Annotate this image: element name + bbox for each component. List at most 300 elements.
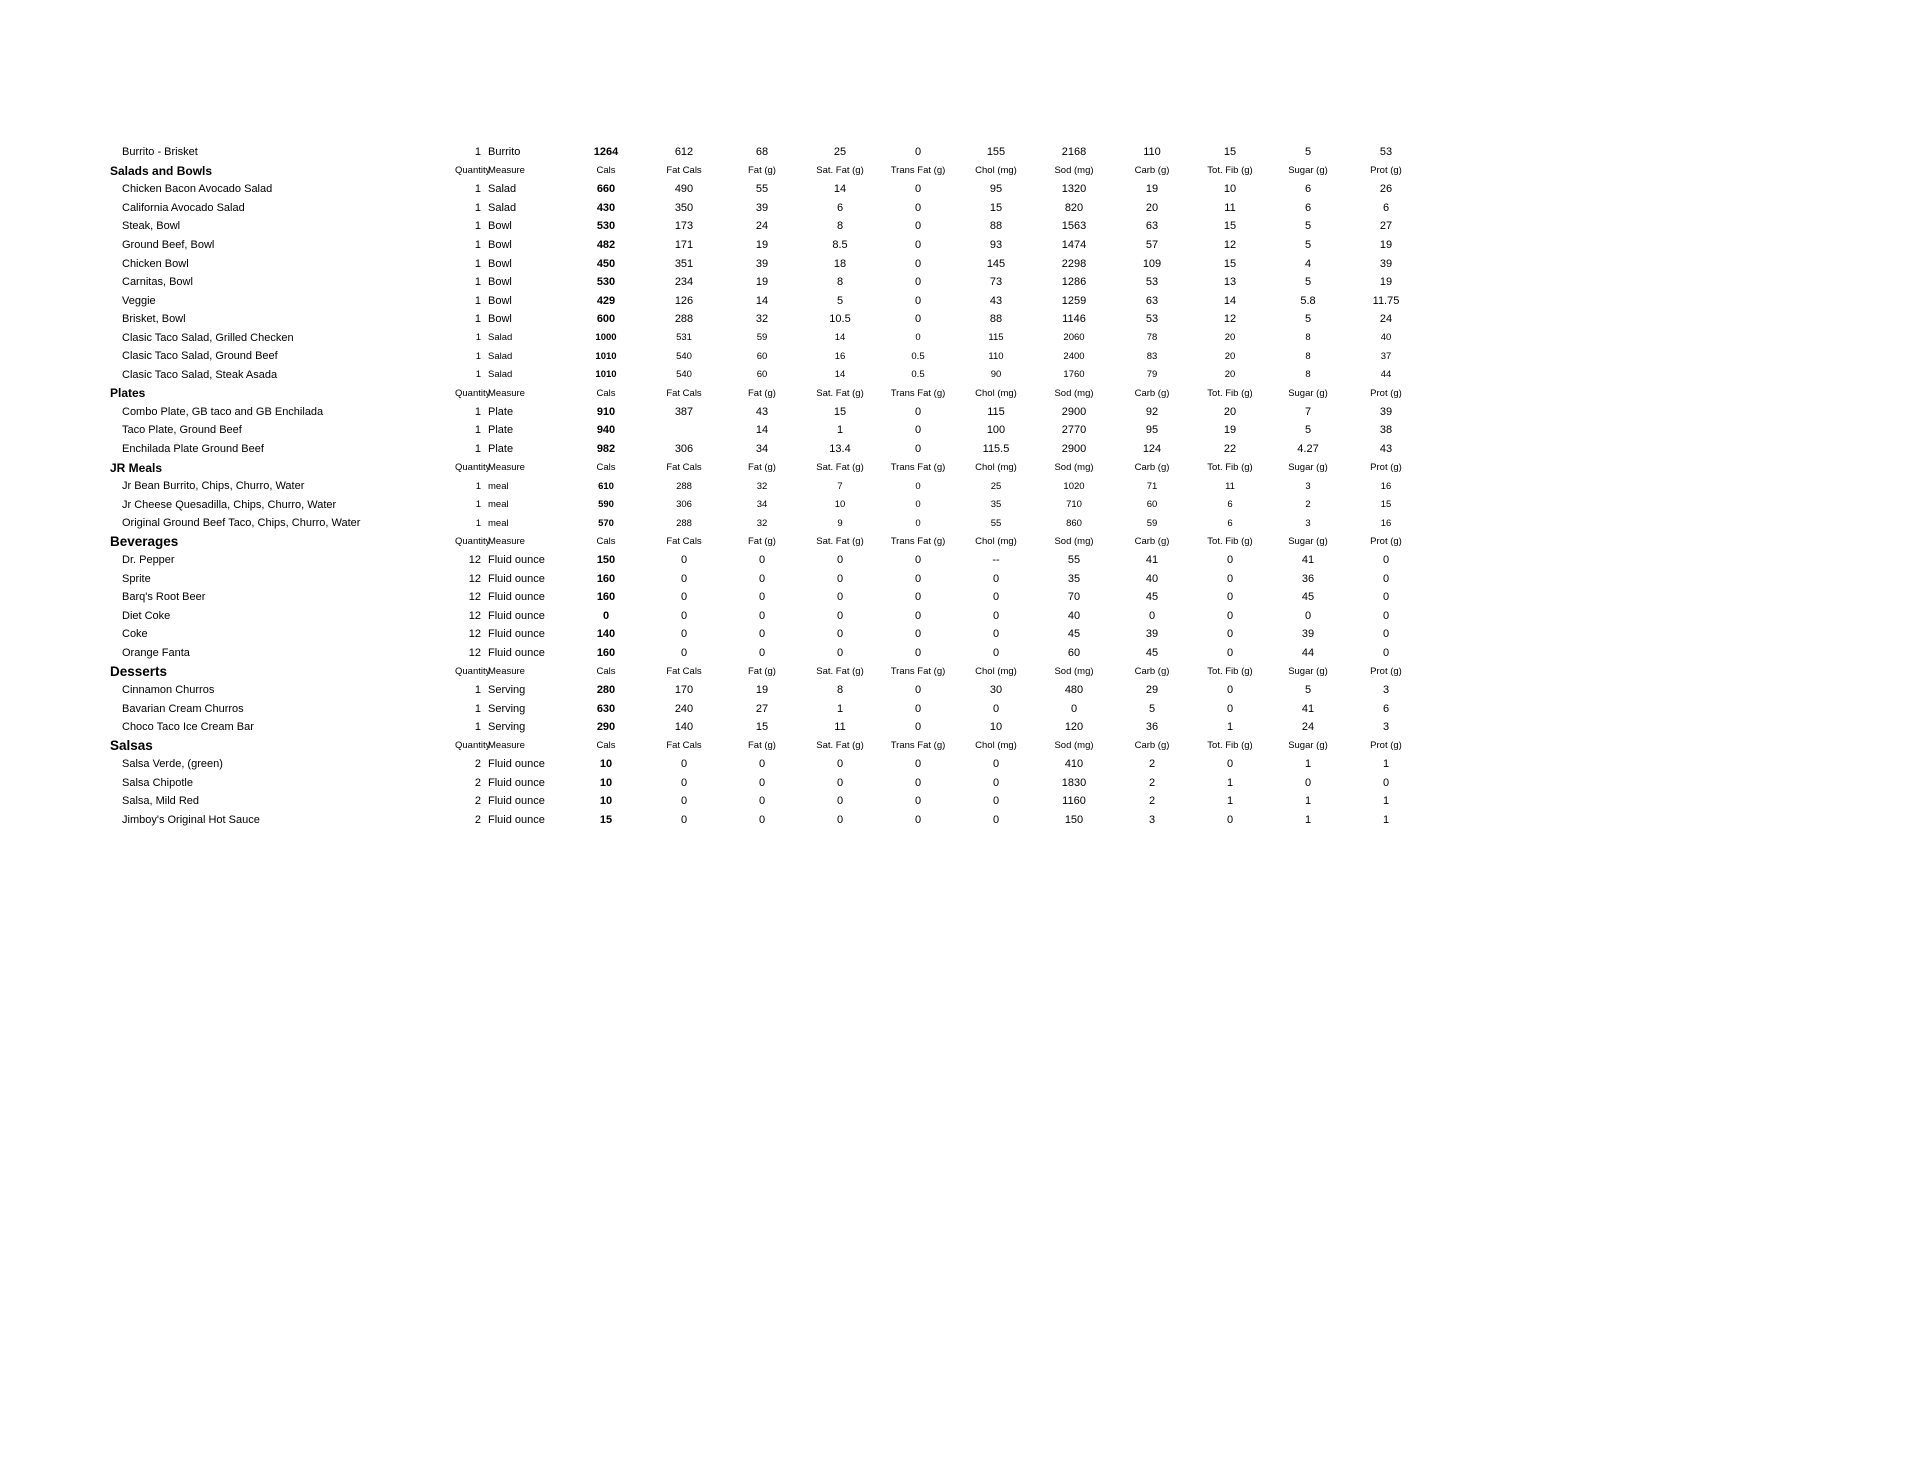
table-row [110, 551, 1425, 570]
measure-cell: Salad [488, 332, 513, 344]
value-cell-sat-fat-g: 5 [836, 294, 844, 307]
col-header-prot-g: Prot (g) [1370, 462, 1402, 474]
quantity-cell: 1 [474, 313, 481, 326]
value-cell-sugar-g: 4.27 [1297, 443, 1319, 456]
value-cell-sat-fat-g: 0 [836, 554, 844, 567]
value-cell-chol-mg: 0 [992, 572, 1000, 585]
quantity-cell: 1 [475, 517, 481, 529]
col-header-fat-cals: Fat Cals [666, 740, 702, 752]
value-cell-tot-fib-g: 1 [1226, 795, 1234, 808]
value-cell-carb-g: 63 [1145, 220, 1159, 233]
value-cell-chol-mg: 0 [992, 591, 1000, 604]
value-cell-fat-g: 43 [755, 405, 769, 418]
value-cell-sod-mg: 2400 [1063, 350, 1085, 362]
table-row [110, 625, 1425, 644]
measure-cell: Salad [488, 201, 517, 214]
value-cell-fat-cals: 0 [680, 572, 688, 585]
value-cell-cals: 1000 [595, 332, 617, 344]
col-header-sod-mg: Sod (mg) [1054, 462, 1094, 474]
value-cell-fat-g: 14 [755, 294, 769, 307]
value-cell-carb-g: 83 [1146, 350, 1158, 362]
section-title: Salsas [110, 738, 153, 754]
col-header-cals: Cals [596, 536, 616, 548]
quantity-cell: 2 [474, 813, 481, 826]
table-row [110, 347, 1425, 366]
measure-cell: Salad [488, 369, 513, 381]
value-cell-chol-mg: 110 [988, 350, 1004, 362]
quantity-cell: 1 [474, 294, 481, 307]
value-cell-prot-g: 11.75 [1372, 294, 1400, 307]
quantity-cell: 1 [474, 146, 481, 159]
value-cell-trans-fat-g: 0 [914, 276, 922, 289]
item-name-cell: Original Ground Beef Taco, Chips, Churro, Water [122, 517, 361, 530]
value-cell-sugar-g: 36 [1301, 572, 1315, 585]
value-cell-fat-cals: 171 [674, 239, 694, 251]
col-header-fat-cals: Fat Cals [666, 536, 702, 548]
value-cell-sod-mg: 40 [1067, 609, 1081, 622]
col-header-quantity: Quantity [455, 536, 491, 548]
value-cell-fat-cals: 126 [674, 294, 694, 307]
quantity-cell: 1 [474, 239, 481, 251]
quantity-cell: 1 [475, 350, 481, 362]
value-cell-trans-fat-g: 0 [914, 201, 922, 214]
col-header-sat-fat-g: Sat. Fat (g) [816, 387, 864, 399]
quantity-cell: 2 [474, 776, 481, 789]
value-cell-sugar-g: 41 [1301, 554, 1315, 567]
value-cell-cals: 910 [596, 405, 616, 418]
col-header-prot-g: Prot (g) [1370, 740, 1402, 752]
value-cell-prot-g: 1 [1382, 813, 1390, 826]
measure-cell: Plate [488, 443, 514, 456]
value-cell-fat-g: 15 [755, 721, 769, 734]
value-cell-chol-mg: 35 [990, 499, 1002, 511]
value-cell-cals: 10 [599, 795, 613, 808]
measure-cell: Burrito [488, 146, 521, 159]
measure-cell: Serving [488, 721, 526, 734]
value-cell-cals: 1010 [595, 350, 617, 362]
value-cell-tot-fib-g: 14 [1223, 294, 1237, 307]
item-name-cell: Sprite [122, 572, 151, 585]
col-header-prot-g: Prot (g) [1370, 536, 1402, 548]
col-header-chol-mg: Chol (mg) [975, 740, 1017, 752]
value-cell-sod-mg: 55 [1067, 554, 1081, 567]
value-cell-chol-mg: 155 [986, 146, 1006, 159]
value-cell-prot-g: 3 [1382, 721, 1390, 734]
item-name-cell: Combo Plate, GB taco and GB Enchilada [122, 405, 324, 418]
item-name-cell: Dr. Pepper [122, 554, 175, 567]
table-row [110, 718, 1425, 737]
col-header-sod-mg: Sod (mg) [1054, 740, 1094, 752]
value-cell-sod-mg: 860 [1066, 517, 1082, 529]
value-cell-sod-mg: 480 [1064, 684, 1084, 697]
value-cell-fat-g: 32 [755, 313, 769, 326]
value-cell-sugar-g: 8 [1305, 332, 1311, 344]
value-cell-prot-g: 39 [1379, 257, 1393, 270]
value-cell-tot-fib-g: 0 [1226, 572, 1234, 585]
measure-cell: Fluid ounce [488, 813, 545, 826]
table-row [110, 477, 1425, 496]
value-cell-tot-fib-g: 1 [1226, 776, 1234, 789]
value-cell-tot-fib-g: 15 [1223, 146, 1237, 159]
quantity-cell: 12 [468, 591, 481, 604]
item-name-cell: Salsa Chipotle [122, 776, 193, 789]
value-cell-chol-mg: 115.5 [982, 443, 1010, 456]
value-cell-tot-fib-g: 11 [1225, 480, 1235, 492]
item-name-cell: Steak, Bowl [122, 220, 181, 233]
value-cell-sugar-g: 0 [1304, 609, 1312, 622]
col-header-sat-fat-g: Sat. Fat (g) [816, 666, 864, 678]
value-cell-fat-g: 27 [755, 702, 769, 715]
value-cell-cals: 482 [596, 239, 616, 251]
col-header-chol-mg: Chol (mg) [975, 462, 1017, 474]
value-cell-sod-mg: 1830 [1061, 776, 1087, 789]
value-cell-cals: 290 [596, 721, 616, 734]
measure-cell: Plate [488, 405, 514, 418]
value-cell-prot-g: 37 [1380, 350, 1392, 362]
value-cell-fat-g: 60 [756, 369, 768, 381]
value-cell-sugar-g: 5 [1304, 146, 1312, 159]
value-cell-prot-g: 1 [1382, 795, 1390, 808]
table-row [110, 588, 1425, 607]
quantity-cell: 12 [468, 609, 481, 622]
item-name-cell: Bavarian Cream Churros [122, 702, 244, 715]
item-name-cell: Choco Taco Ice Cream Bar [122, 721, 254, 734]
value-cell-chol-mg: 100 [986, 424, 1006, 437]
col-header-sugar-g: Sugar (g) [1288, 666, 1328, 678]
value-cell-chol-mg: 90 [990, 369, 1002, 381]
value-cell-cals: 10 [599, 758, 613, 771]
value-cell-fat-cals: 540 [676, 369, 692, 381]
table-row [110, 774, 1425, 793]
value-cell-carb-g: 20 [1145, 201, 1159, 214]
value-cell-carb-g: 40 [1145, 572, 1159, 585]
col-header-chol-mg: Chol (mg) [975, 387, 1017, 399]
col-header-carb-g: Carb (g) [1134, 387, 1170, 399]
value-cell-cals: 160 [596, 591, 616, 604]
section-header-row [110, 737, 1425, 756]
value-cell-fat-cals: 0 [680, 795, 688, 808]
value-cell-fat-g: 32 [756, 517, 768, 529]
value-cell-trans-fat-g: 0 [914, 702, 922, 715]
quantity-cell: 1 [475, 480, 481, 492]
value-cell-fat-g: 55 [755, 183, 769, 196]
value-cell-prot-g: 44 [1380, 369, 1392, 381]
value-cell-fat-cals: 288 [674, 313, 694, 326]
value-cell-sat-fat-g: 0 [836, 609, 844, 622]
value-cell-fat-cals: 0 [680, 554, 688, 567]
value-cell-fat-cals: 531 [676, 332, 692, 344]
value-cell-trans-fat-g: 0 [914, 776, 922, 789]
value-cell-trans-fat-g: 0 [915, 517, 921, 529]
value-cell-sat-fat-g: 0 [836, 591, 844, 604]
value-cell-chol-mg: 0 [992, 758, 1000, 771]
col-header-trans-fat-g: Trans Fat (g) [890, 536, 946, 548]
measure-cell: Fluid ounce [488, 758, 545, 771]
value-cell-sat-fat-g: 10 [834, 499, 846, 511]
value-cell-fat-g: 24 [755, 220, 769, 233]
value-cell-chol-mg: 115 [987, 405, 1005, 418]
value-cell-sugar-g: 5.8 [1300, 294, 1316, 307]
quantity-cell: 12 [468, 554, 481, 567]
value-cell-sod-mg: 820 [1064, 201, 1084, 214]
item-name-cell: Barq's Root Beer [122, 591, 206, 604]
value-cell-cals: 590 [598, 499, 614, 511]
value-cell-carb-g: 41 [1145, 554, 1159, 567]
value-cell-sugar-g: 39 [1301, 628, 1315, 641]
value-cell-fat-g: 39 [755, 201, 769, 214]
item-name-cell: Clasic Taco Salad, Ground Beef [122, 350, 278, 363]
value-cell-sugar-g: 6 [1304, 183, 1312, 196]
value-cell-sat-fat-g: 8.5 [832, 239, 848, 251]
value-cell-sat-fat-g: 0 [836, 647, 844, 660]
value-cell-prot-g: 38 [1379, 424, 1393, 437]
table-row [110, 495, 1425, 514]
value-cell-prot-g: 0 [1382, 776, 1390, 789]
value-cell-fat-cals: 612 [674, 146, 694, 159]
value-cell-fat-cals: 288 [676, 480, 692, 492]
value-cell-sat-fat-g: 6 [836, 201, 844, 214]
section-header-row [110, 384, 1425, 403]
value-cell-sod-mg: 1563 [1061, 220, 1087, 233]
value-cell-tot-fib-g: 6 [1227, 499, 1233, 511]
col-header-fat-g: Fat (g) [748, 740, 776, 752]
measure-cell: Fluid ounce [488, 591, 545, 604]
col-header-fat-g: Fat (g) [748, 536, 776, 548]
value-cell-carb-g: 71 [1146, 480, 1158, 492]
measure-cell: Bowl [488, 257, 512, 270]
value-cell-fat-cals: 288 [676, 517, 692, 529]
value-cell-cals: 940 [596, 424, 616, 437]
value-cell-prot-g: 53 [1379, 146, 1393, 159]
value-cell-sugar-g: 1 [1304, 795, 1312, 808]
value-cell-trans-fat-g: 0 [914, 758, 922, 771]
value-cell-sat-fat-g: 0 [836, 795, 844, 808]
measure-cell: Bowl [488, 276, 512, 289]
value-cell-sat-fat-g: 10.5 [829, 313, 851, 326]
quantity-cell: 1 [475, 499, 481, 511]
value-cell-tot-fib-g: 0 [1226, 702, 1234, 715]
value-cell-tot-fib-g: 0 [1226, 609, 1234, 622]
value-cell-cals: 15 [599, 813, 613, 826]
value-cell-sod-mg: 1474 [1061, 239, 1087, 251]
item-name-cell: Chicken Bacon Avocado Salad [122, 183, 273, 196]
value-cell-trans-fat-g: 0 [914, 591, 922, 604]
value-cell-sat-fat-g: 7 [837, 480, 843, 492]
value-cell-fat-g: 0 [758, 647, 766, 660]
col-header-fat-cals: Fat Cals [666, 387, 702, 399]
value-cell-prot-g: 0 [1382, 609, 1390, 622]
value-cell-fat-cals: 306 [674, 443, 694, 456]
value-cell-carb-g: 2 [1148, 795, 1156, 808]
value-cell-tot-fib-g: 20 [1223, 405, 1237, 418]
value-cell-prot-g: 0 [1382, 628, 1390, 641]
value-cell-sugar-g: 44 [1301, 647, 1315, 660]
table-row [110, 421, 1425, 440]
value-cell-trans-fat-g: 0 [914, 795, 922, 808]
col-header-sod-mg: Sod (mg) [1054, 666, 1094, 678]
col-header-sod-mg: Sod (mg) [1054, 165, 1094, 177]
table-row [110, 291, 1425, 310]
col-header-chol-mg: Chol (mg) [975, 536, 1017, 548]
nutrition-table [110, 143, 1425, 829]
value-cell-chol-mg: 30 [989, 684, 1003, 697]
section-header-row [110, 662, 1425, 681]
value-cell-chol-mg: 0 [992, 776, 1000, 789]
value-cell-fat-cals: 0 [680, 628, 688, 641]
table-row [110, 310, 1425, 329]
value-cell-sod-mg: 2900 [1061, 443, 1087, 456]
value-cell-trans-fat-g: 0 [914, 220, 922, 233]
value-cell-sat-fat-g: 14 [833, 183, 847, 196]
table-row [110, 217, 1425, 236]
table-row [110, 328, 1425, 347]
value-cell-prot-g: 43 [1379, 443, 1393, 456]
col-header-fat-cals: Fat Cals [666, 165, 702, 177]
col-header-fat-g: Fat (g) [748, 666, 776, 678]
value-cell-sugar-g: 24 [1301, 721, 1315, 734]
value-cell-cals: 160 [596, 647, 616, 660]
table-row [110, 143, 1425, 162]
value-cell-sugar-g: 2 [1305, 499, 1311, 511]
value-cell-prot-g: 0 [1382, 572, 1390, 585]
value-cell-trans-fat-g: 0 [914, 628, 922, 641]
value-cell-cals: 1264 [593, 146, 619, 159]
col-header-quantity: Quantity [455, 165, 491, 177]
value-cell-sod-mg: 120 [1064, 721, 1084, 734]
value-cell-prot-g: 1 [1382, 758, 1390, 771]
col-header-measure: Measure [488, 462, 525, 474]
value-cell-prot-g: 16 [1380, 517, 1392, 529]
measure-cell: Bowl [488, 239, 512, 251]
value-cell-prot-g: 0 [1382, 591, 1390, 604]
value-cell-trans-fat-g: 0 [914, 313, 922, 326]
section-title: Beverages [110, 534, 179, 550]
value-cell-fat-g: 34 [756, 499, 768, 511]
col-header-sugar-g: Sugar (g) [1288, 387, 1328, 399]
value-cell-trans-fat-g: 0 [914, 294, 922, 307]
col-header-fat-cals: Fat Cals [666, 462, 702, 474]
value-cell-sugar-g: 5 [1304, 313, 1312, 326]
value-cell-sod-mg: 1320 [1061, 183, 1087, 196]
measure-cell: Fluid ounce [488, 609, 545, 622]
col-header-quantity: Quantity [455, 462, 491, 474]
value-cell-tot-fib-g: 0 [1226, 591, 1234, 604]
col-header-tot-fib-g: Tot. Fib (g) [1207, 666, 1253, 678]
col-header-trans-fat-g: Trans Fat (g) [890, 740, 946, 752]
col-header-chol-mg: Chol (mg) [975, 666, 1017, 678]
col-header-trans-fat-g: Trans Fat (g) [890, 387, 946, 399]
measure-cell: meal [488, 499, 509, 511]
value-cell-trans-fat-g: 0 [914, 239, 922, 251]
item-name-cell: California Avocado Salad [122, 201, 245, 214]
value-cell-sod-mg: 2298 [1061, 257, 1087, 270]
value-cell-fat-cals: 173 [674, 220, 694, 233]
value-cell-sat-fat-g: 13.4 [829, 443, 851, 456]
value-cell-sat-fat-g: 15 [833, 405, 847, 418]
value-cell-sod-mg: 1286 [1061, 276, 1087, 289]
value-cell-carb-g: 63 [1145, 294, 1159, 307]
quantity-cell: 2 [474, 795, 481, 808]
value-cell-cals: 982 [596, 443, 616, 456]
col-header-carb-g: Carb (g) [1134, 740, 1170, 752]
section-header-row [110, 458, 1425, 477]
value-cell-sod-mg: 2168 [1061, 146, 1087, 159]
measure-cell: Fluid ounce [488, 795, 545, 808]
value-cell-fat-cals: 240 [674, 702, 694, 715]
col-header-cals: Cals [596, 666, 616, 678]
value-cell-sat-fat-g: 25 [833, 146, 847, 159]
col-header-fat-g: Fat (g) [748, 165, 776, 177]
quantity-cell: 1 [474, 684, 481, 697]
section-title: JR Meals [110, 460, 163, 475]
value-cell-sugar-g: 45 [1301, 591, 1315, 604]
value-cell-sod-mg: 710 [1066, 499, 1082, 511]
value-cell-prot-g: 0 [1382, 647, 1390, 660]
value-cell-sat-fat-g: 16 [834, 350, 846, 362]
value-cell-tot-fib-g: 20 [1224, 332, 1236, 344]
value-cell-fat-cals: 0 [680, 609, 688, 622]
value-cell-cals: 140 [596, 628, 616, 641]
value-cell-chol-mg: 55 [990, 517, 1002, 529]
value-cell-sat-fat-g: 8 [836, 220, 844, 233]
value-cell-carb-g: 45 [1145, 591, 1159, 604]
col-header-measure: Measure [488, 536, 525, 548]
col-header-carb-g: Carb (g) [1134, 536, 1170, 548]
item-name-cell: Jr Cheese Quesadilla, Chips, Churro, Water [122, 498, 337, 511]
col-header-carb-g: Carb (g) [1134, 165, 1170, 177]
section-header-row [110, 162, 1425, 181]
value-cell-tot-fib-g: 12 [1223, 239, 1237, 251]
value-cell-carb-g: 39 [1145, 628, 1159, 641]
value-cell-sod-mg: 150 [1064, 813, 1084, 826]
value-cell-sat-fat-g: 18 [833, 257, 847, 270]
value-cell-prot-g: 39 [1379, 405, 1393, 418]
col-header-sat-fat-g: Sat. Fat (g) [816, 462, 864, 474]
measure-cell: Salad [488, 183, 517, 196]
value-cell-sat-fat-g: 0 [836, 813, 844, 826]
col-header-fat-g: Fat (g) [748, 462, 776, 474]
value-cell-chol-mg: 93 [989, 239, 1003, 251]
value-cell-chol-mg: 0 [992, 702, 1000, 715]
value-cell-cals: 450 [596, 257, 616, 270]
measure-cell: Fluid ounce [488, 554, 545, 567]
col-header-sugar-g: Sugar (g) [1288, 165, 1328, 177]
value-cell-trans-fat-g: 0.5 [911, 350, 925, 362]
quantity-cell: 1 [474, 702, 481, 715]
value-cell-fat-g: 0 [758, 758, 766, 771]
value-cell-cals: 630 [596, 702, 616, 715]
item-name-cell: Veggie [122, 294, 156, 307]
table-row [110, 440, 1425, 459]
value-cell-prot-g: 0 [1382, 554, 1390, 567]
value-cell-fat-cals: 0 [680, 647, 688, 660]
value-cell-carb-g: 5 [1148, 702, 1156, 715]
table-row [110, 644, 1425, 663]
measure-cell: Serving [488, 684, 526, 697]
value-cell-prot-g: 24 [1379, 313, 1393, 326]
value-cell-tot-fib-g: 20 [1224, 350, 1236, 362]
value-cell-sugar-g: 3 [1305, 480, 1311, 492]
value-cell-trans-fat-g: 0.5 [911, 369, 925, 381]
value-cell-chol-mg: 25 [990, 480, 1002, 492]
table-row [110, 699, 1425, 718]
value-cell-prot-g: 26 [1379, 183, 1393, 196]
value-cell-trans-fat-g: 0 [915, 332, 921, 344]
item-name-cell: Clasic Taco Salad, Steak Asada [122, 368, 278, 381]
value-cell-fat-cals: 0 [680, 758, 688, 771]
item-name-cell: Cinnamon Churros [122, 684, 215, 697]
value-cell-tot-fib-g: 20 [1224, 369, 1236, 381]
